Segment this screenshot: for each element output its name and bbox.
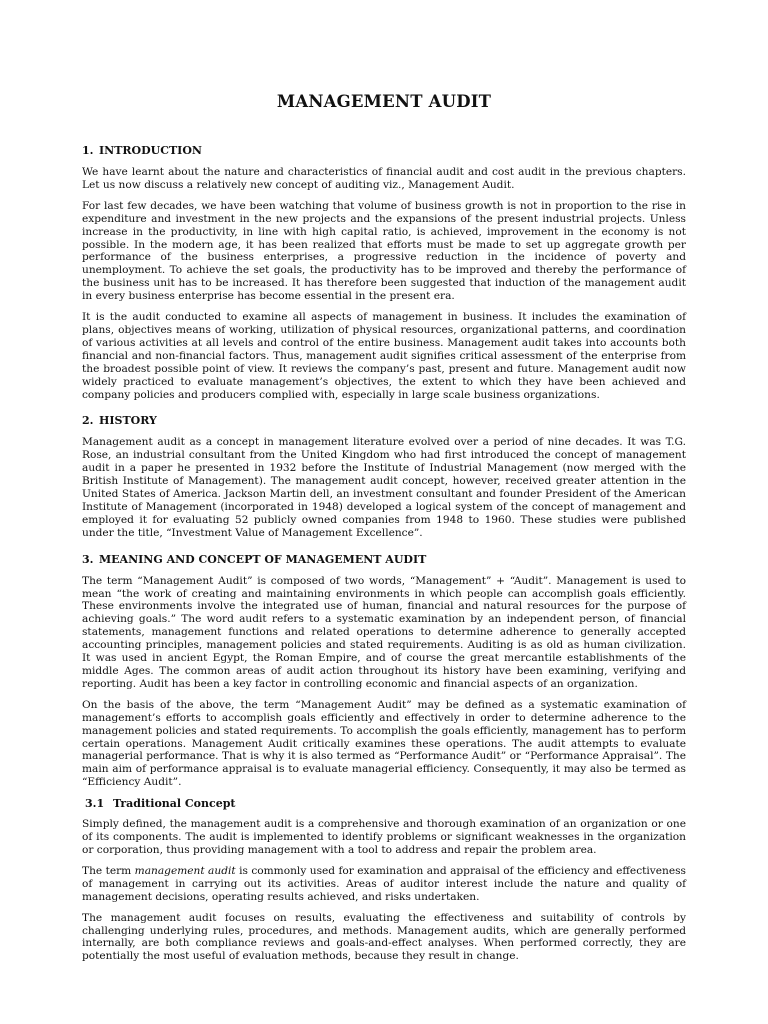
paragraph: It is the audit conducted to examine all aspects of management in business. It includes the examination of plans, objectives means of working, utilization of physical resources, organizational patterns, and coordination of various activities at all levels and control of the entire business. Management audit takes into accounts both financial and non-financial factors. Thus, management audit signifies critical assessment of the enterprise from the broadest possible point of view. It reviews the company’s past, present and future. Management audit now widely practiced to evaluate management’s objectives, the extent to which they have been achieved and company policies and producers complied with, especially in large scale business organizations. xyxy=(82,311,686,401)
paragraph: The management audit focuses on results, evaluating the effectiveness and suitability of controls by challenging underlying rules, procedures, and methods. Management audits, which are generally performed internally, are both compliance reviews and goals-and-effect analyses. When performed correctly, they are potentially the most useful of evaluation methods, because they result in change. xyxy=(82,911,686,963)
section-title: MEANING AND CONCEPT OF MANAGEMENT AUDIT xyxy=(99,552,427,566)
paragraph-with-emphasis xyxy=(82,865,686,904)
section-title: HISTORY xyxy=(99,414,157,428)
paragraph: On the basis of the above, the term “Management Audit” may be defined as a systematic examination of management’s efforts to accomplish goals efficiently and effectively in order to determine adherence to the management policies and stated requirements. To accomplish the goals efficiently, management has to perform certain operations. Management Audit critically examines these operations. The audit attempts to evaluate managerial performance. That is why it is also termed as “Performance Audit” or “Performance Appraisal”. The main aim of performance appraisal is to evaluate managerial efficiency. Consequently, it may also be termed as “Efficiency Audit”. xyxy=(82,698,686,789)
section-number: 2. xyxy=(82,414,94,428)
section-number: 3. xyxy=(82,552,94,566)
document-title: MANAGEMENT AUDIT xyxy=(276,92,492,111)
paragraph: Simply defined, the management audit is a comprehensive and thorough examination of an organization or one of its components. The audit is implemented to identify problems or significant weaknesses in the organization or corporation, thus providing management with a tool to address and repair the problem area. xyxy=(82,818,686,856)
section-heading-meaning-and-concept xyxy=(82,553,686,566)
subsection-title: Traditional Concept xyxy=(113,797,236,811)
subsection-heading-traditional-concept xyxy=(85,797,686,810)
paragraph: We have learnt about the nature and characteristics of financial audit and cost audit in the previous chapters. Let us now discuss a relatively new concept of auditing viz., Management Audit. xyxy=(82,166,686,191)
text-run: is commonly used for examination and appraisal of the efficiency and effectiveness of management in carrying out its activities. Areas of auditor interest include the nature and quality of management decisions, operating results achieved, and risks undertaken. xyxy=(82,864,686,903)
subsection-number: 3.1 xyxy=(85,797,105,811)
section-number: 1. xyxy=(82,144,94,157)
paragraph: The term “Management Audit” is composed of two words, “Management” + “Audit”. Management is used to mean “the work of creating and maintaining environments in which people can accomplish goals efficiently. These environments involve the integrated use of human, financial and natural resources for the purpose of achieving goals.” The word audit refers to a systematic examination by an independent person, of financial statements, management functions and related operations to determine adherence to generally accepted accounting principles, management policies and stated requirements. Auditing is as old as human civilization. It was used in ancient Egypt, the Roman Empire, and of course the great mercantile establishments of the middle Ages. The common areas of audit action throughout its history have been examining, verifying and reporting. Audit has been a key factor in controlling economic and financial aspects of an organization. xyxy=(82,574,686,690)
section-title: INTRODUCTION xyxy=(99,144,202,157)
paragraph: For last few decades, we have been watching that volume of business growth is not in proportion to the rise in expenditure and investment in the new projects and the expansions of the present industrial projects. Unless increase in the productivity, in line with high capital ratio, is achieved, improvement in the economy is not possible. In the modern age, it has been realized that efforts must be made to set up aggregate growth per performance of the business enterprises, a progressive reduction in the incidence of poverty and unemployment. To achieve the set goals, the productivity has to be improved and thereby the performance of the business unit has to be increased. It has therefore been suggested that induction of the management audit in every business enterprise has become essential in the present era. xyxy=(82,199,686,303)
paragraph: Management audit as a concept in management literature evolved over a period of nine decades. It was T.G. Rose, an industrial consultant from the United Kingdom who had first introduced the concept of management audit in a paper he presented in 1932 before the Institute of Industrial Management (now merged with the British Institute of Management). The management audit concept, however, received greater attention in the United States of America. Jackson Martin dell, an investment consultant and founder President of the American Institute of Management (incorporated in 1948) developed a logical system of the concept of management and employed it for evaluating 52 publicly owned companies from 1948 to 1960. These studies were published under the title, “Investment Value of Management Excellence”. xyxy=(82,436,686,539)
emphasized-term: management audit xyxy=(134,864,236,877)
section-heading-history xyxy=(82,414,686,427)
section-heading-introduction xyxy=(82,144,686,157)
text-run: The term xyxy=(82,864,135,877)
